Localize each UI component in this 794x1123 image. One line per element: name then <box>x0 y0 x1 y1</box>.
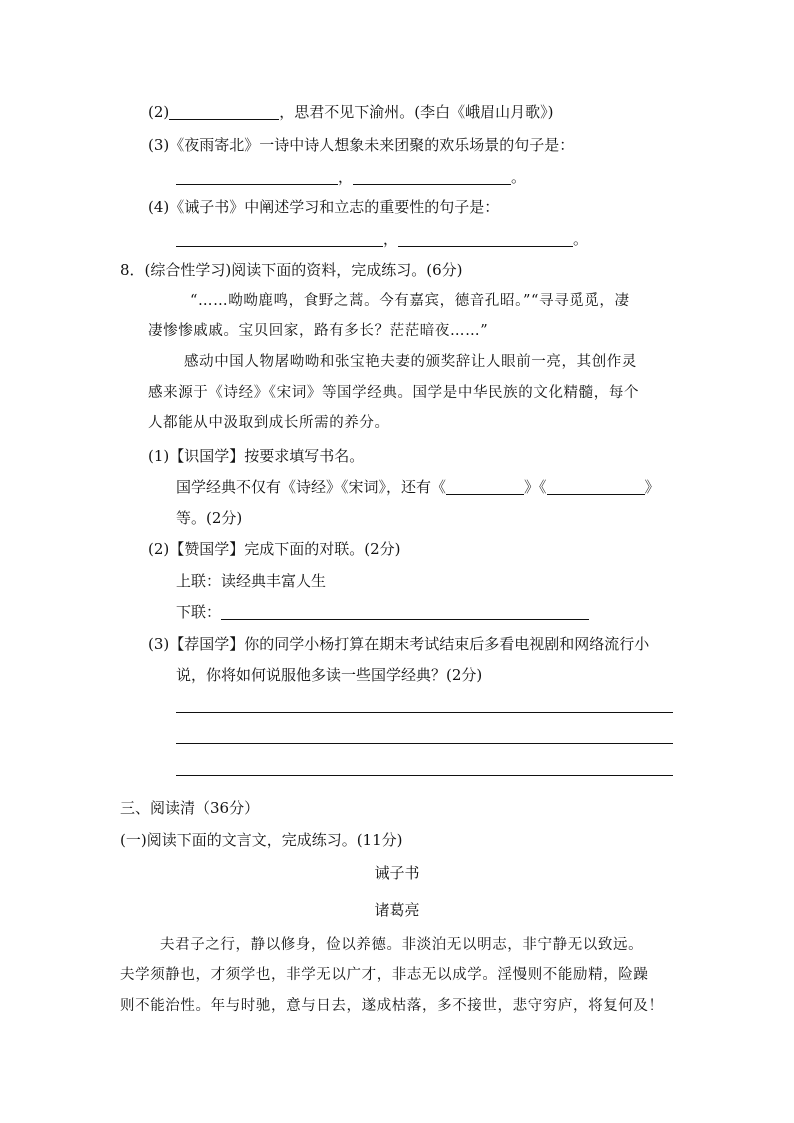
answer-blank[interactable] <box>176 230 383 247</box>
section-3-part-1: (一)阅读下面的文言文，完成练习。(11分) <box>120 831 403 849</box>
essay-text-line: 夫学须静也，才须学也，非学无以广才，非志无以成学。淫慢则不能励精，险躁 <box>120 967 649 983</box>
sub-question-3-title-cont: 说，你将如何说服他多读一些国学经典？(2分) <box>176 666 483 684</box>
paragraph-line: 感来源于《诗经》《宋词》等国学经典。国学是中华民族的文化精髓，每个 <box>148 385 640 401</box>
question-2-number: (2) <box>148 103 170 121</box>
question-3-text: 《夜雨寄北》一诗中诗人想象未来团聚的欢乐场景的句子是： <box>169 136 575 154</box>
question-2 <box>148 101 553 123</box>
paragraph-line: 感动中国人物屠呦呦和张宝艳夫妻的颁奖辞让人眼前一亮，其创作灵 <box>184 354 637 370</box>
question-4-answer-line <box>176 228 588 250</box>
question-4 <box>148 196 499 218</box>
answer-blank[interactable] <box>169 103 279 120</box>
question-4-text: 《诫子书》中阐述学习和立志的重要性的句子是： <box>169 198 500 216</box>
answer-blank[interactable] <box>176 168 338 185</box>
sub-question-2-title: (2)【赞国学】完成下面的对联。(2分) <box>148 540 401 558</box>
question-4-number: (4) <box>148 198 170 216</box>
question-8-heading: 8．(综合性学习)阅读下面的资料，完成练习。(6分) <box>120 261 463 279</box>
couplet-lower <box>176 601 589 623</box>
sub-question-1-text: 国学经典不仅有《诗经》《宋词》，还有《 <box>176 478 447 496</box>
sub-question-1-title: (1)【识国学】按要求填写书名。 <box>148 447 365 465</box>
answer-blank[interactable] <box>221 603 589 620</box>
comma: ， <box>338 168 354 186</box>
couplet-upper: 上联：读经典丰富人生 <box>176 572 327 590</box>
period: 。 <box>573 230 589 248</box>
question-3-answer-line <box>176 166 526 188</box>
period: 。 <box>511 168 527 186</box>
essay-text-line: 夫君子之行，静以修身，俭以养德。非淡泊无以明志，非宁静无以致远。 <box>160 937 644 953</box>
answer-line[interactable] <box>176 775 673 776</box>
question-3 <box>148 134 574 156</box>
question-2-text: ，思君不见下渝州。(李白《峨眉山月歌》) <box>279 103 554 121</box>
question-3-number: (3) <box>148 136 170 154</box>
comma: ， <box>383 230 399 248</box>
book-mark: 》 <box>644 478 660 496</box>
answer-blank[interactable] <box>353 168 511 185</box>
couplet-lower-label: 下联： <box>176 603 222 621</box>
section-3-heading: 三、阅读清（36分） <box>120 799 260 817</box>
quote-line: “……呦呦鹿鸣，食野之蒿。今有嘉宾，德音孔昭。”“寻寻觅觅，凄 <box>190 293 630 309</box>
answer-blank[interactable] <box>547 478 645 495</box>
answer-line[interactable] <box>176 743 673 744</box>
sub-question-1-score: 等。(2分) <box>176 509 243 527</box>
essay-author: 诸葛亮 <box>374 901 420 919</box>
paragraph-line: 人都能从中汲取到成长所需的养分。 <box>148 415 390 431</box>
sub-question-3-title: (3)【荐国学】你的同学小杨打算在期末考试结束后多看电视剧和网络流行小 <box>148 635 650 653</box>
sub-question-1-line <box>176 476 660 498</box>
answer-blank[interactable] <box>446 478 524 495</box>
answer-blank[interactable] <box>398 230 573 247</box>
book-mark: 》《 <box>524 478 547 496</box>
essay-title: 诫子书 <box>374 864 420 882</box>
answer-line[interactable] <box>176 712 673 713</box>
quote-line: 凄惨惨戚戚。宝贝回家，路有多长？茫茫暗夜……” <box>148 323 489 339</box>
essay-text-line: 则不能治性。年与时驰，意与日去，遂成枯落，多不接世，悲守穷庐，将复何及！ <box>120 998 664 1014</box>
